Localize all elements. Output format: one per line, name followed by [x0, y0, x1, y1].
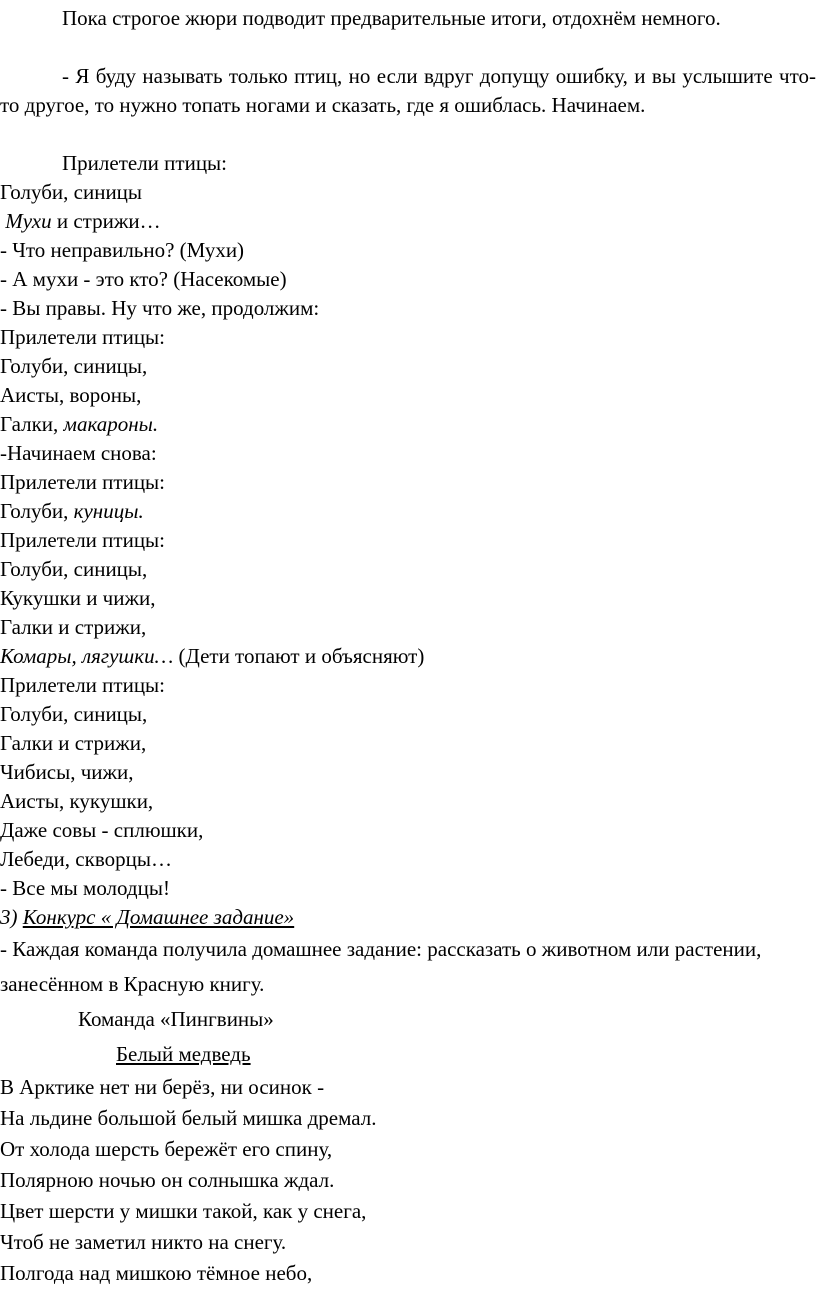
game-line-text: и стрижи… [51, 209, 161, 233]
section-title: Конкурс « Домашнее задание» [22, 905, 295, 929]
game-line: Кукушки и чижи, [0, 586, 156, 610]
game-line: Галки и стрижи, [0, 615, 147, 639]
intro-paragraph-3: Прилетели птицы: [62, 151, 228, 175]
game-line: -Начинаем снова: [0, 441, 157, 465]
game-line: - Что неправильно? (Мухи) [0, 238, 245, 262]
game-line: Голуби, синицы, [0, 702, 148, 726]
game-line: Лебеди, скворцы… [0, 847, 172, 871]
game-line: Чибисы, чижи, [0, 760, 134, 784]
game-line: Прилетели птицы: [0, 673, 166, 697]
wrong-word: Мухи [5, 209, 52, 233]
wrong-word: макароны. [63, 412, 159, 436]
game-line: - А мухи - это кто? (Насекомые) [0, 267, 287, 291]
game-line: Прилетели птицы: [0, 470, 166, 494]
intro-paragraph-1: Пока строгое жюри подводит предварительные итоги, отдохнём немного. [62, 6, 721, 30]
poem-line: Полгода над мишкою тёмное небо, [0, 1261, 313, 1285]
team-name: Команда «Пингвины» [78, 1007, 274, 1031]
poem-line: Чтоб не заметил никто на снегу. [0, 1230, 287, 1254]
game-line: Прилетели птицы: [0, 325, 166, 349]
game-line [0, 642, 816, 671]
game-line: Галки и стрижи, [0, 731, 147, 755]
game-line: - Вы правы. Ну что же, продолжим: [0, 296, 320, 320]
poem [0, 1072, 816, 1289]
game-line: Голуби, синицы, [0, 354, 148, 378]
poem-line: В Арктике нет ни берёз, ни осинок - [0, 1075, 325, 1099]
game-line: Голуби, синицы, [0, 557, 148, 581]
section-number: 3) [0, 905, 23, 929]
wrong-word: Комары, лягушки… [0, 644, 174, 668]
poem-line: Полярною ночью он солнышка ждал. [0, 1168, 335, 1192]
poem-line: На льдине большой белый мишка дремал. [0, 1106, 377, 1130]
game-line-text: Голуби, [0, 499, 74, 523]
wrong-word: куницы. [73, 499, 144, 523]
poem-title: Белый медведь [116, 1042, 251, 1066]
contest-description: - Каждая команда получила домашнее задание: рассказать о животном или растении, занесённом в Красную книгу. [0, 937, 762, 996]
game-line [0, 497, 816, 526]
game-line: - Все мы молодцы! [0, 876, 170, 900]
poem-line: Цвет шерсти у мишки такой, как у снега, [0, 1199, 367, 1223]
poem-line: От холода шерсть бережёт его спину, [0, 1137, 333, 1161]
game-line: Аисты, вороны, [0, 383, 142, 407]
game-line: Даже совы - сплюшки, [0, 818, 204, 842]
game-line [0, 410, 816, 439]
intro-paragraph-2: - Я буду называть только птиц, но если вдруг допущу ошибку, и вы услышите что-то другое, то нужно топать ногами и сказать, где я ошиблась. Начинаем. [0, 64, 816, 117]
game-line: Прилетели птицы: [0, 528, 166, 552]
game-line-text: (Дети топают и объясняют) [173, 644, 425, 668]
game-line-text: Галки, [0, 412, 64, 436]
game-line: Аисты, кукушки, [0, 789, 154, 813]
game-line [0, 207, 816, 236]
game-line: Голуби, синицы [0, 180, 143, 204]
section-heading [0, 903, 816, 932]
